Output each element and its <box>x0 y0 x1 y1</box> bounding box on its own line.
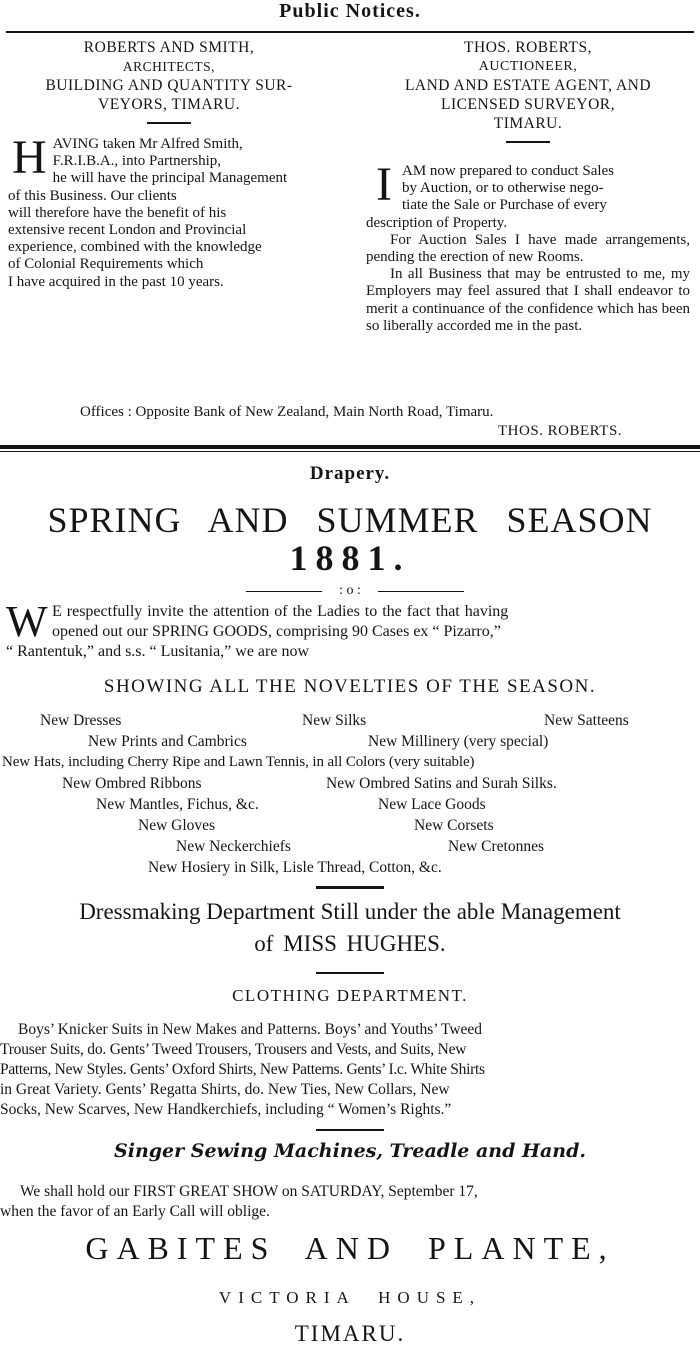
body-line: AM now prepared to conduct Sales <box>401 163 615 179</box>
town-name: TIMARU. <box>294 1321 406 1346</box>
drop-cap: H <box>12 131 47 184</box>
firm-name: GABITES AND PLANTE, <box>85 1230 615 1266</box>
list-item: New Satteens <box>544 712 629 729</box>
victoria-house: VICTORIA HOUSE, <box>218 1288 482 1307</box>
clothing-line: Patterns, New Styles. Gents’ Oxford Shirts, New Patterns. Gents’ I.c. White Shirts <box>0 1061 485 1078</box>
firm-line: ROBERTS AND SMITH, <box>83 39 255 56</box>
firm-line: LICENSED SURVEYOR, <box>441 96 615 113</box>
drop-cap: W <box>6 597 48 646</box>
column-divider <box>147 122 191 124</box>
section-title-drapery: Drapery. <box>309 463 391 484</box>
firm-line: VEYORS, TIMARU. <box>98 96 240 113</box>
firm-line: TIMARU. <box>493 115 563 132</box>
firm-line: THOS. ROBERTS, <box>464 39 592 56</box>
header-rule <box>6 31 694 33</box>
ornament-line-right <box>378 591 464 592</box>
dressmaking-line: Dressmaking Department Still under the able Management <box>79 899 621 924</box>
body-line: of this Business. Our clients <box>8 187 177 204</box>
list-item: New Gloves <box>138 817 216 834</box>
list-item: New Hats, including Cherry Ripe and Lawn Tennis, in all Colors (very suitable) <box>2 754 475 770</box>
firm-line: AUCTIONEER, <box>478 59 578 74</box>
list-item: New Dresses <box>40 712 122 729</box>
firm-line: BUILDING AND QUANTITY SUR- <box>45 77 293 94</box>
firm-heading <box>366 38 690 133</box>
clothing-line: Boys’ Knicker Suits in New Makes and Patterns. Boys’ and Youths’ Tweed <box>18 1021 483 1038</box>
notice-roberts-smith <box>8 38 330 291</box>
firm-line: LAND AND ESTATE AGENT, AND <box>404 77 652 94</box>
season-headline: SPRING AND SUMMER SEASON <box>47 500 653 540</box>
column-divider <box>506 141 550 143</box>
show-line: when the favor of an Early Call will oblige. <box>0 1203 270 1220</box>
list-item: New Hosiery in Silk, Lisle Thread, Cotton, &c. <box>148 859 442 876</box>
showing-novelties: SHOWING ALL THE NOVELTIES OF THE SEASON. <box>103 676 597 697</box>
list-item: New Cretonnes <box>448 838 544 855</box>
body-line: I have acquired in the past 10 years. <box>8 273 224 290</box>
clothing-line: Trouser Suits, do. Gents’ Tweed Trousers, Trousers and Vests, and Suits, New <box>0 1041 467 1058</box>
divider <box>316 972 384 974</box>
body-line: description of Property. <box>366 214 508 231</box>
list-item: New Lace Goods <box>378 796 486 813</box>
ornament-line-left <box>246 591 322 592</box>
body-line: F.R.I.B.A., into Partnership, <box>52 153 222 170</box>
intro-line: opened out our SPRING GOODS, comprising 90 Cases ex “ Pizarro,” <box>52 623 501 640</box>
singer-machines: Singer Sewing Machines, Treadle and Hand. <box>114 1140 586 1162</box>
body-line: extensive recent London and Provincial <box>8 222 247 239</box>
ornament: : o : <box>339 583 361 598</box>
dressmaking-manager: of MISS HUGHES. <box>254 931 446 956</box>
list-item: New Ombred Satins and Surah Silks. <box>326 775 557 792</box>
notice-body <box>366 158 690 335</box>
clothing-line: in Great Variety. Gents’ Regatta Shirts, do. New Ties, New Collars, New <box>0 1081 450 1098</box>
clothing-title: CLOTHING DEPARTMENT. <box>232 986 468 1005</box>
body-line: he will have the principal Management <box>52 170 288 187</box>
signature: THOS. ROBERTS. <box>498 423 623 439</box>
drop-cap: I <box>376 158 392 211</box>
clothing-line: Socks, New Scarves, New Handkerchiefs, including “ Women’s Rights.” <box>0 1101 452 1118</box>
notice-thos-roberts <box>366 38 690 335</box>
list-item: New Prints and Cambrics <box>88 733 247 750</box>
list-item: New Corsets <box>414 817 494 834</box>
body-line: by Auction, or to otherwise nego- <box>401 180 604 197</box>
firm-line: ARCHITECTS, <box>122 59 216 74</box>
firm-heading <box>8 38 330 114</box>
body-line: experience, combined with the knowledge <box>8 239 262 256</box>
list-item: New Millinery (very special) <box>368 733 549 750</box>
season-year: 1881. <box>289 538 411 578</box>
section-rule-thick <box>0 445 700 449</box>
show-line: We shall hold our FIRST GREAT SHOW on SATURDAY, September 17, <box>20 1183 478 1200</box>
body-line: will therefore have the benefit of his <box>8 204 227 221</box>
list-item: New Neckerchiefs <box>176 838 291 855</box>
offices-line: Offices : Opposite Bank of New Zealand, Main North Road, Timaru. <box>80 404 494 420</box>
notices-columns <box>0 38 700 400</box>
section-title-public-notices: Public Notices. <box>279 0 421 22</box>
body-paragraph: For Auction Sales I have made arrangements, pending the erection of new Rooms. <box>366 231 690 266</box>
list-item: New Silks <box>302 712 367 729</box>
notice-body <box>8 131 330 291</box>
intro-line: E respectfully invite the attention of the Ladies to the fact that having <box>52 603 509 620</box>
divider <box>316 886 384 889</box>
divider <box>316 1129 384 1131</box>
body-paragraph: In all Business that may be entrusted to me, my Employers may feel assured that I shall endeavor to merit a continuance of the confidence which has been so liberally accorded me in the past. <box>366 266 690 334</box>
intro-line: “ Rantentuk,” and s.s. “ Lusitania,” we are now <box>6 643 310 660</box>
body-line: AVING taken Mr Alfred Smith, <box>52 136 243 152</box>
body-line: of Colonial Requirements which <box>8 256 204 273</box>
body-line: tiate the Sale or Purchase of every <box>401 197 607 214</box>
list-item: New Mantles, Fichus, &c. <box>96 796 259 813</box>
section-rule-thin <box>0 451 700 452</box>
list-item: New Ombred Ribbons <box>62 775 202 792</box>
